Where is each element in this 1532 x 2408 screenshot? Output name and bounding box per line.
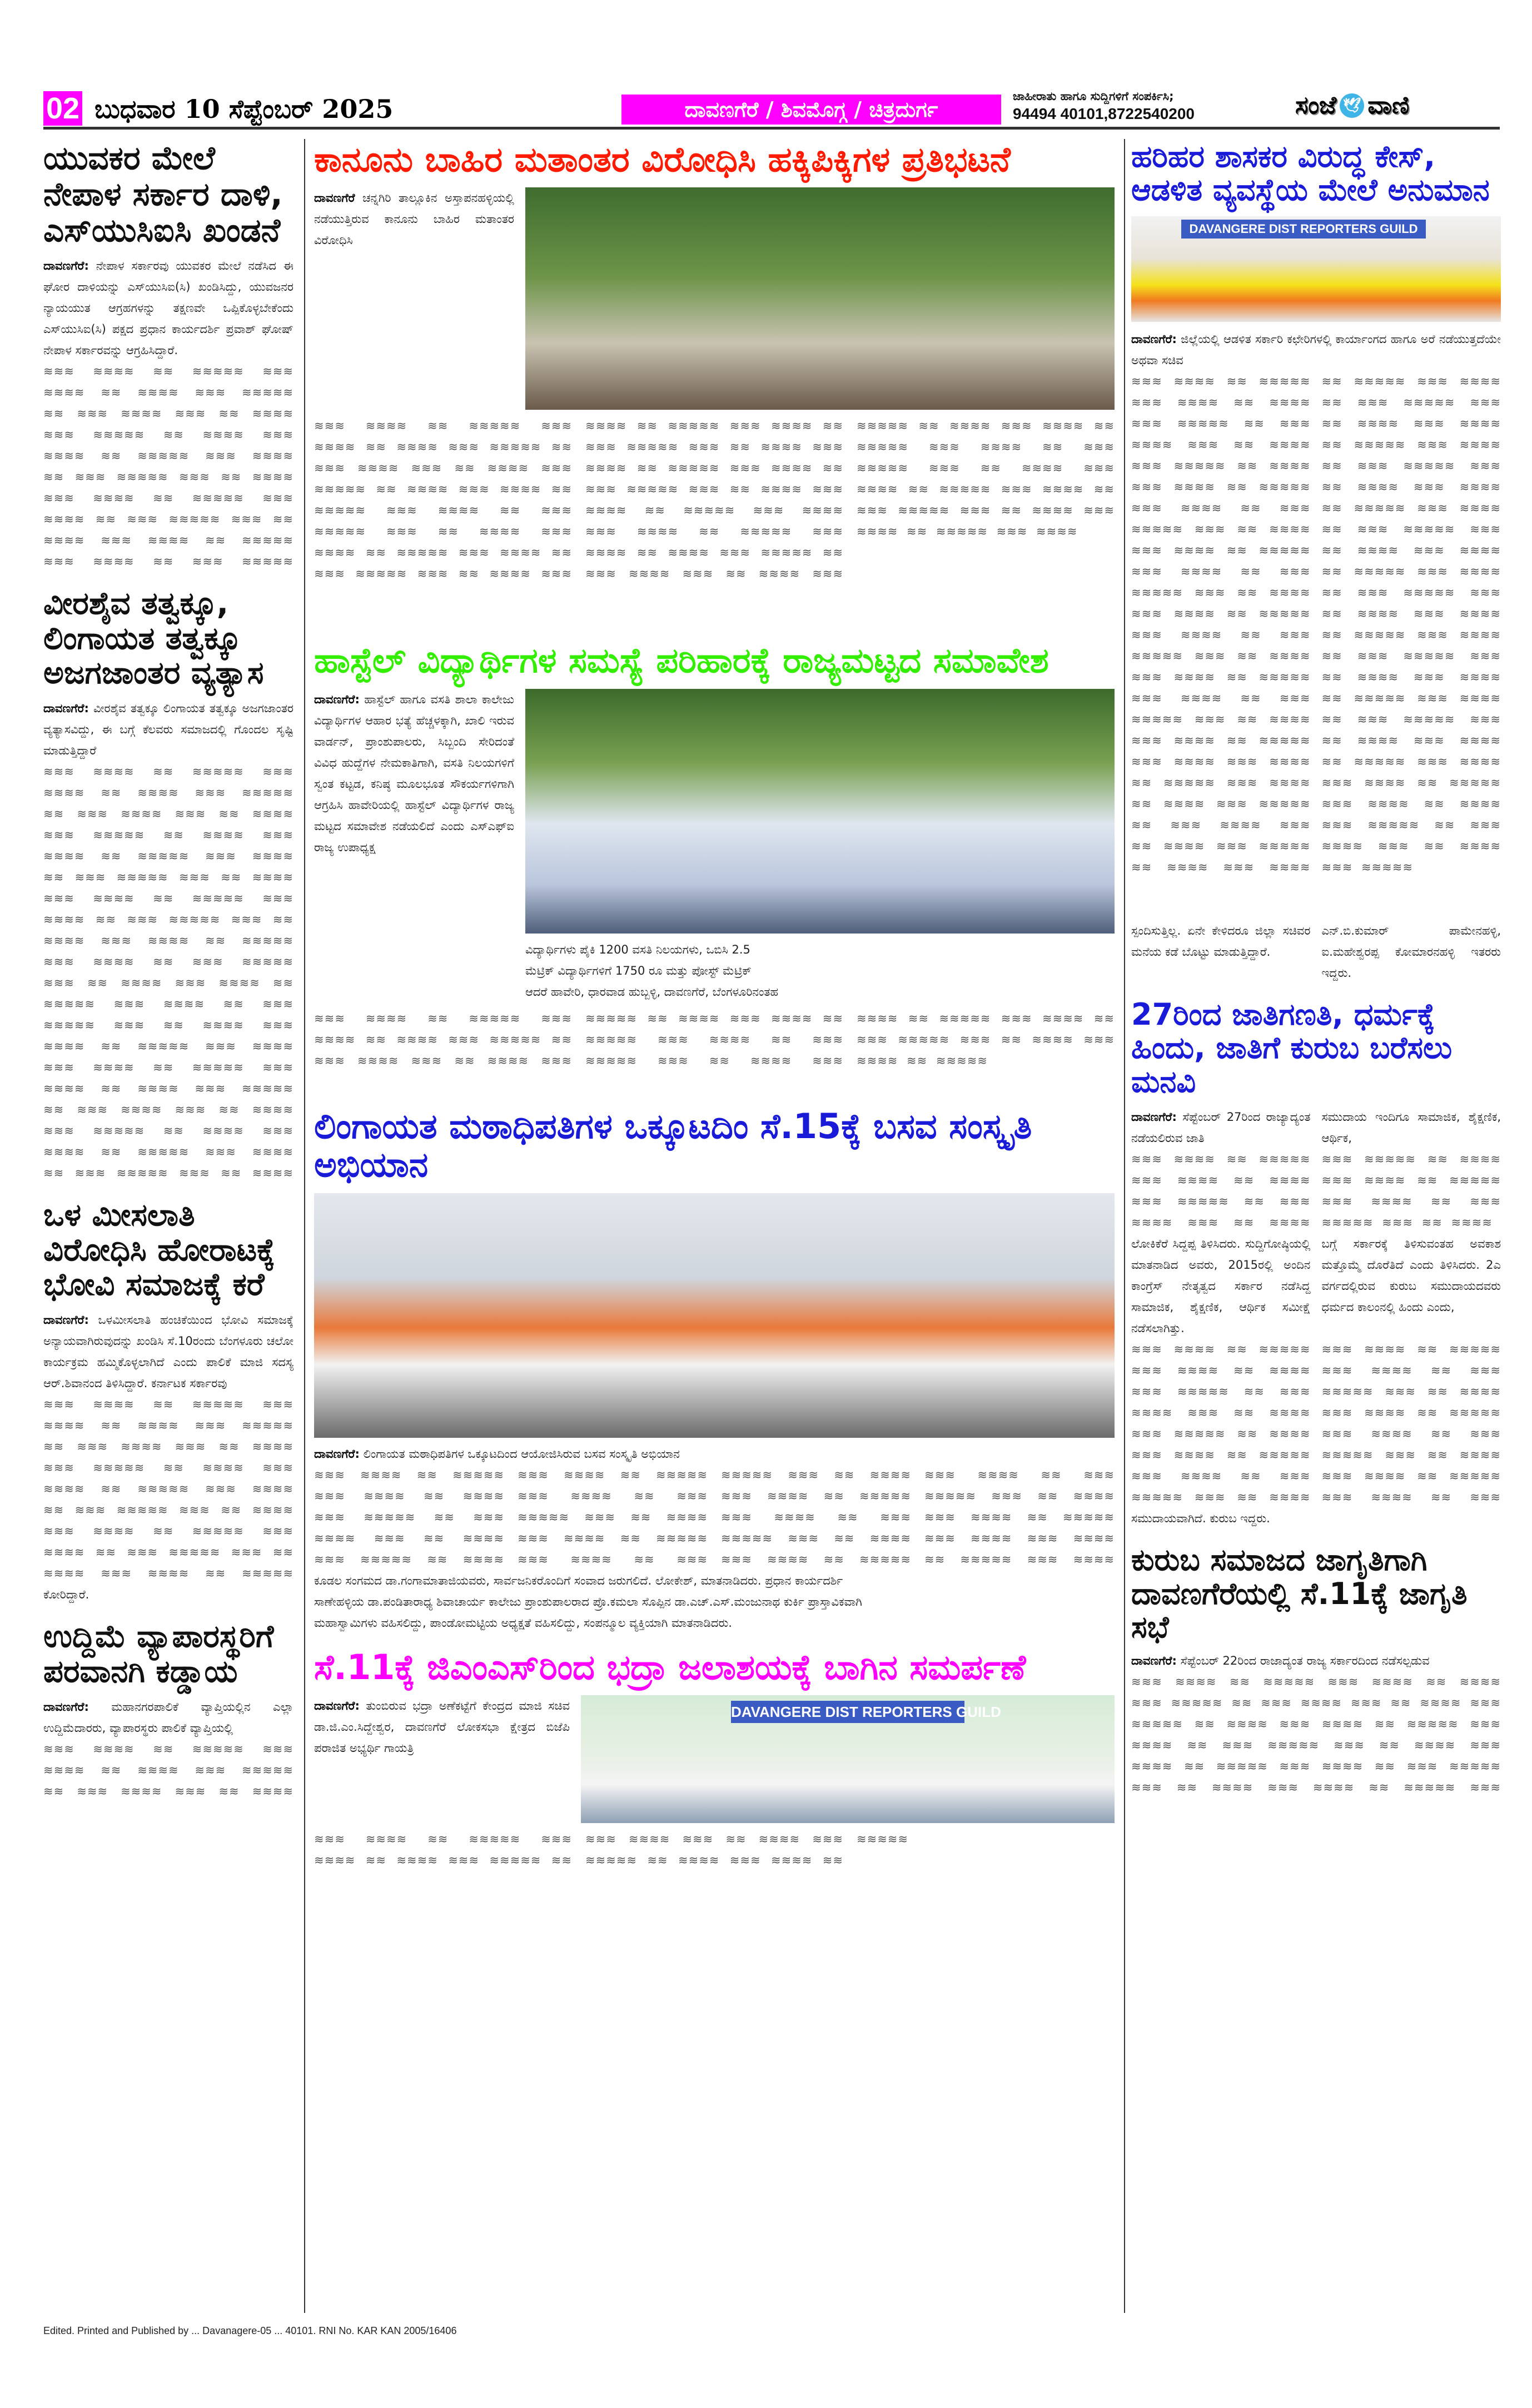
headline: ಹಾಸ್ಟೆಲ್ ವಿದ್ಯಾರ್ಥಿಗಳ ಸಮಸ್ಯೆ ಪರಿಹಾರಕ್ಕೆ ರಾಜ್ಯಮಟ್ಟದ ಸಮಾವೇಶ	[314, 640, 1049, 681]
students-photo	[525, 689, 1115, 934]
article-census	[1131, 998, 1501, 1529]
article-continued-text: ≋≋≋ ≋≋≋≋ ≋≋ ≋≋≋≋≋ ≋≋≋ ≋≋≋≋ ≋≋ ≋≋≋≋ ≋≋≋ ≋≋≋≋≋ ≋≋ ≋≋≋ ≋≋≋≋ ≋≋≋ ≋≋ ≋≋≋≋ ≋≋≋ ≋≋≋≋≋ ≋≋ ≋≋≋≋ ≋≋≋ ≋≋≋≋ ≋≋ ≋≋≋≋≋ ≋≋≋ ≋≋≋≋ ≋≋ ≋≋≋ ≋≋≋≋≋ ≋≋≋ ≋≋ ≋≋≋≋ ≋≋≋ ≋≋≋≋ ≋≋ ≋≋≋≋≋ ≋≋≋ ≋≋≋≋ ≋≋ ≋≋≋ ≋≋≋≋≋ ≋≋≋ ≋≋ ≋≋≋≋ ≋≋≋ ≋≋≋≋ ≋≋ ≋≋≋≋≋	[43, 1398, 294, 1581]
right-column	[1131, 140, 1501, 1798]
article-bhadra	[314, 1648, 1115, 1871]
headline: ಕಾನೂನು ಬಾಹಿರ ಮತಾಂತರ ವಿರೋಧಿಸಿ ಹಕ್ಕಿಪಿಕ್ಕಿಗಳ ಪ್ರತಿಭಟನೆ	[314, 139, 1011, 180]
dateline: ದಾವಣಗೆರೆ	[314, 191, 355, 205]
column-divider	[304, 139, 305, 2313]
press-meet-photo	[581, 1695, 1115, 1823]
dateline: ದಾವಣಗೆರೆ:	[1131, 1110, 1177, 1124]
logo-text-right: ವಾಣಿ	[1367, 91, 1410, 120]
article-continued-text: ≋≋≋ ≋≋≋≋ ≋≋ ≋≋≋≋≋ ≋≋≋ ≋≋≋≋ ≋≋ ≋≋≋≋ ≋≋≋ ≋≋≋≋≋ ≋≋ ≋≋≋ ≋≋≋≋ ≋≋≋ ≋≋ ≋≋≋≋ ≋≋≋ ≋≋≋≋≋ ≋≋ ≋≋≋≋ ≋≋≋ ≋≋≋≋ ≋≋ ≋≋≋≋≋ ≋≋≋ ≋≋≋≋ ≋≋ ≋≋≋ ≋≋≋≋≋ ≋≋≋ ≋≋ ≋≋≋≋ ≋≋≋ ≋≋≋≋ ≋≋ ≋≋≋≋≋ ≋≋≋ ≋≋≋≋ ≋≋ ≋≋≋ ≋≋≋≋≋ ≋≋≋ ≋≋ ≋≋≋≋ ≋≋≋ ≋≋≋≋ ≋≋ ≋≋≋≋≋ ≋≋≋ ≋≋≋≋ ≋≋ ≋≋≋ ≋≋≋≋≋	[43, 364, 294, 568]
press-meet-photo	[1131, 216, 1501, 322]
lead-text: ಜಿಲ್ಲೆಯಲ್ಲಿ ಆಡಳಿತ ಸರ್ಕಾರಿ ಕಛೇರಿಗಳಲ್ಲಿ ಕಾರ್ಯಾಂಗದ ಹಾಗೂ ಅರೆ ನಡೆಯುತ್ತದೆಯೇ ಅಥವಾ ಸಚಿವ	[1131, 332, 1501, 367]
closing-text: ಎನ್.ಬಿ.ಕುಮಾರ್ ಪಾಮೇನಹಳ್ಳಿ, ಐ.ಮಹೇಶ್ವರಪ್ಪ ಕೋಮಾರನಹಳ್ಳಿ ಇತರರು ಇದ್ದರು.	[1321, 924, 1501, 980]
lead-text: ಮಹಾನಗರಪಾಲಿಕೆ ವ್ಯಾಪ್ತಿಯಲ್ಲಿನ ಎಲ್ಲಾ ಉದ್ದಿಮೆದಾರರು, ವ್ಯಾಪಾರಸ್ಥರು ಪಾಲಿಕೆ ವ್ಯಾಪ್ತಿಯಲ್ಲಿ	[43, 1700, 294, 1735]
left-column	[43, 140, 294, 1802]
dateline: ದಾವಣಗೆರೆ:	[314, 1699, 360, 1713]
lead-text: ಚನ್ನಗಿರಿ ತಾಲ್ಲೂಕಿನ ಅಸ್ತಾಪನಹಳ್ಳಿಯಲ್ಲಿ ನಡೆಯುತ್ತಿರುವ ಕಾನೂನು ಬಾಹಿರ ಮತಾಂತರ ವಿರೋಧಿಸಿ	[314, 191, 514, 247]
stat-line: ಆದರೆ ಹಾವೇರಿ, ಧಾರವಾಡ ಹುಬ್ಬಳ್ಳಿ, ದಾವಣಗೆರೆ, ಬೆಂಗಳೂರಿನಂತಹ	[525, 985, 779, 999]
contact-label: ಜಾಹೀರಾತು ಹಾಗೂ ಸುದ್ದಿಗಳಿಗೆ ಸಂಪರ್ಕಿಸಿ;	[1013, 90, 1174, 103]
closing-text: ಸ್ಪಂದಿಸುತ್ತಿಲ್ಲ. ಏನೇ ಕೇಳಿದರೂ ಜಿಲ್ಲಾ ಸಚಿವರ ಮನೆಯ ಕಡೆ ಬೊಟ್ಟು ಮಾಡುತ್ತಿದ್ದಾರೆ.	[1131, 924, 1311, 959]
center-column	[314, 140, 1115, 1871]
article-hostel	[314, 641, 1115, 1092]
article-body	[314, 1695, 570, 1823]
stat-line: ಮೆಟ್ರಿಕ್ ವಿದ್ಯಾರ್ಥಿಗಳಿಗೆ 1750 ರೂ ಮತ್ತು ಪೋಸ್ಟ್ ಮೆಟ್ರಿಕ್	[525, 964, 752, 977]
lead-text-right: ಸಮುದಾಯ ಇಂದಿಗೂ ಸಾಮಾಜಿಕ, ಶೈಕ್ಷಣಿಕ, ಆರ್ಥಿಕ,	[1321, 1110, 1501, 1145]
article-basava	[314, 1107, 1115, 1634]
article-continued-text: ≋≋≋ ≋≋≋≋ ≋≋ ≋≋≋≋≋ ≋≋≋ ≋≋≋≋ ≋≋ ≋≋≋≋ ≋≋≋ ≋≋≋≋≋ ≋≋ ≋≋≋ ≋≋≋≋ ≋≋≋ ≋≋ ≋≋≋≋ ≋≋≋ ≋≋≋≋≋ ≋≋ ≋≋≋≋ ≋≋≋ ≋≋≋≋ ≋≋ ≋≋≋≋≋ ≋≋≋ ≋≋≋≋ ≋≋ ≋≋≋ ≋≋≋≋≋ ≋≋≋ ≋≋ ≋≋≋≋ ≋≋≋ ≋≋≋≋ ≋≋ ≋≋≋≋≋ ≋≋≋ ≋≋≋≋ ≋≋ ≋≋≋ ≋≋≋≋≋ ≋≋≋ ≋≋ ≋≋≋≋ ≋≋≋ ≋≋≋≋ ≋≋ ≋≋≋≋≋ ≋≋≋ ≋≋≋≋ ≋≋ ≋≋≋ ≋≋≋≋≋ ≋≋≋ ≋≋ ≋≋≋≋ ≋≋≋ ≋≋≋≋ ≋≋ ≋≋≋≋≋ ≋≋≋ ≋≋≋≋ ≋≋ ≋≋≋ ≋≋≋≋≋ ≋≋≋ ≋≋ ≋≋≋≋ ≋≋≋ ≋≋≋≋ ≋≋ ≋≋≋≋≋ ≋≋≋ ≋≋≋≋ ≋≋≋ ≋≋≋≋ ≋≋ ≋≋≋≋≋ ≋≋≋ ≋≋≋≋ ≋≋ ≋≋≋≋ ≋≋≋ ≋≋≋≋≋ ≋≋ ≋≋≋ ≋≋≋≋ ≋≋≋ ≋≋ ≋≋≋≋ ≋≋≋ ≋≋≋≋≋ ≋≋ ≋≋≋≋ ≋≋≋ ≋≋≋≋ ≋≋ ≋≋≋≋≋ ≋≋≋ ≋≋≋≋ ≋≋ ≋≋≋ ≋≋≋≋≋ ≋≋≋ ≋≋ ≋≋≋≋ ≋≋≋ ≋≋≋≋ ≋≋ ≋≋≋≋≋ ≋≋≋ ≋≋≋≋ ≋≋ ≋≋≋ ≋≋≋≋≋ ≋≋≋ ≋≋ ≋≋≋≋ ≋≋≋ ≋≋≋≋ ≋≋ ≋≋≋≋≋ ≋≋≋ ≋≋≋≋ ≋≋ ≋≋≋ ≋≋≋≋≋ ≋≋≋ ≋≋ ≋≋≋≋ ≋≋≋ ≋≋≋≋ ≋≋ ≋≋≋≋≋ ≋≋≋ ≋≋≋≋ ≋≋ ≋≋≋ ≋≋≋≋≋ ≋≋≋ ≋≋ ≋≋≋≋ ≋≋≋ ≋≋≋≋ ≋≋ ≋≋≋≋≋ ≋≋≋ ≋≋≋≋ ≋≋ ≋≋≋ ≋≋≋≋≋ ≋≋≋ ≋≋ ≋≋≋≋ ≋≋≋ ≋≋≋≋ ≋≋ ≋≋≋≋≋ ≋≋≋ ≋≋≋≋ ≋≋ ≋≋≋ ≋≋≋≋≋ ≋≋≋ ≋≋ ≋≋≋≋ ≋≋≋ ≋≋≋≋ ≋≋ ≋≋≋≋≋ ≋≋≋ ≋≋≋≋ ≋≋≋ ≋≋≋≋ ≋≋ ≋≋≋≋≋ ≋≋≋ ≋≋≋≋ ≋≋ ≋≋≋≋ ≋≋≋ ≋≋≋≋≋ ≋≋ ≋≋≋ ≋≋≋≋ ≋≋≋ ≋≋ ≋≋≋≋ ≋≋≋ ≋≋≋≋≋	[1131, 374, 1501, 874]
article-body	[314, 1443, 1115, 1464]
dove-icon: 🕊	[1340, 93, 1364, 118]
article-continued-text: ≋≋≋ ≋≋≋≋ ≋≋ ≋≋≋≋≋ ≋≋≋ ≋≋≋≋ ≋≋ ≋≋≋≋ ≋≋≋ ≋≋≋≋≋ ≋≋ ≋≋≋ ≋≋≋≋ ≋≋≋ ≋≋ ≋≋≋≋ ≋≋≋ ≋≋≋≋≋ ≋≋ ≋≋≋≋ ≋≋≋ ≋≋≋≋ ≋≋ ≋≋≋≋≋ ≋≋≋ ≋≋≋≋ ≋≋ ≋≋≋ ≋≋≋≋≋ ≋≋≋ ≋≋ ≋≋≋≋ ≋≋≋ ≋≋≋≋ ≋≋ ≋≋≋≋≋ ≋≋≋ ≋≋≋≋ ≋≋ ≋≋≋ ≋≋≋≋≋ ≋≋≋ ≋≋ ≋≋≋≋ ≋≋≋ ≋≋≋≋ ≋≋ ≋≋≋≋≋ ≋≋≋	[1131, 1675, 1501, 1794]
article-body	[43, 1309, 294, 1394]
article-harihara	[1131, 140, 1501, 984]
article-body	[1131, 1106, 1311, 1149]
rally-photo	[314, 1193, 1115, 1438]
newspaper-logo	[1295, 89, 1500, 122]
lead-text: ನೇಪಾಳ ಸರ್ಕಾರವು ಯುವಕರ ಮೇಲೆ ನಡೆಸಿದ ಈ ಘೋರ ದಾಳಿಯನ್ನು ಎಸ್‌ಯುಸಿಐ(ಸಿ) ಖಂಡಿಸಿದ್ದು, ಯುವಜನರ ನ್ಯಾಯಯುತ ಆಗ್ರಹಗಳನ್ನು ತಕ್ಷಣವೇ ಒಪ್ಪಿಕೊಳ್ಳಬೇಕೆಂದು ಎಸ್‌ಯುಸಿಐ(ಸಿ) ಪಕ್ಷದ ಪ್ರಧಾನ ಕಾರ್ಯದರ್ಶಿ ಪ್ರವಾಶ್ ಘೋಷ್ ನೇಪಾಳ ಸರ್ಕಾರವನ್ನು ಆಗ್ರಹಿಸಿದ್ದಾರೆ.	[43, 259, 294, 357]
dateline: ದಾವಣಗೆರೆ:	[314, 692, 360, 706]
article-nepal	[43, 140, 294, 572]
article-continued-text: ≋≋≋ ≋≋≋≋ ≋≋ ≋≋≋≋≋ ≋≋≋ ≋≋≋≋ ≋≋ ≋≋≋≋ ≋≋≋ ≋≋≋≋≋ ≋≋ ≋≋≋ ≋≋≋≋ ≋≋≋ ≋≋ ≋≋≋≋ ≋≋≋ ≋≋≋≋≋ ≋≋ ≋≋≋≋ ≋≋≋ ≋≋≋≋ ≋≋ ≋≋≋≋≋ ≋≋≋ ≋≋≋≋ ≋≋ ≋≋≋ ≋≋≋≋≋ ≋≋≋ ≋≋ ≋≋≋≋ ≋≋≋ ≋≋≋≋ ≋≋ ≋≋≋≋≋ ≋≋≋ ≋≋≋≋ ≋≋ ≋≋≋ ≋≋≋≋≋ ≋≋≋ ≋≋ ≋≋≋≋ ≋≋≋ ≋≋≋≋ ≋≋ ≋≋≋≋≋	[314, 1011, 1115, 1068]
headline: ಒಳ ಮೀಸಲಾತಿ ವಿರೋಧಿಸಿ ಹೋರಾಟಕ್ಕೆ ಭೋವಿ ಸಮಾಜಕ್ಕೆ ಕರೆ	[43, 1197, 275, 1303]
article-body	[314, 187, 514, 410]
headline: ಸೆ.11ಕ್ಕೆ ಜಿಎಂಎಸ್‌ರಿಂದ ಭದ್ರಾ ಜಲಾಶಯಕ್ಕೆ ಬಾಗಿನ ಸಮರ್ಪಣೆ	[314, 1646, 1026, 1687]
lead-text: ಸೆಪ್ಟೆಂಬರ್ 22ರಿಂದ ರಾಜಾದ್ಯಂತ ರಾಜ್ಯ ಸರ್ಕಾರದಿಂದ ನಡೆಸಲ್ಪಡುವ	[1180, 1654, 1430, 1667]
article-body	[43, 698, 294, 761]
article-continued-text: ≋≋≋ ≋≋≋≋ ≋≋ ≋≋≋≋≋ ≋≋≋ ≋≋≋≋ ≋≋ ≋≋≋≋ ≋≋≋ ≋≋≋≋≋ ≋≋ ≋≋≋ ≋≋≋≋ ≋≋≋ ≋≋ ≋≋≋≋ ≋≋≋ ≋≋≋≋≋ ≋≋ ≋≋≋≋ ≋≋≋ ≋≋≋≋ ≋≋ ≋≋≋≋≋	[314, 1833, 908, 1868]
article-continued-text: ≋≋≋ ≋≋≋≋ ≋≋ ≋≋≋≋≋ ≋≋≋ ≋≋≋≋ ≋≋ ≋≋≋≋ ≋≋≋ ≋≋≋≋≋ ≋≋ ≋≋≋ ≋≋≋≋ ≋≋≋ ≋≋ ≋≋≋≋ ≋≋≋ ≋≋≋≋≋ ≋≋ ≋≋≋≋ ≋≋≋ ≋≋≋≋ ≋≋ ≋≋≋≋≋ ≋≋≋ ≋≋≋≋ ≋≋ ≋≋≋ ≋≋≋≋≋ ≋≋≋ ≋≋ ≋≋≋≋ ≋≋≋ ≋≋≋≋ ≋≋ ≋≋≋≋≋ ≋≋≋ ≋≋≋≋ ≋≋ ≋≋≋ ≋≋≋≋≋ ≋≋≋ ≋≋ ≋≋≋≋ ≋≋≋ ≋≋≋≋ ≋≋ ≋≋≋≋≋ ≋≋≋ ≋≋≋≋ ≋≋ ≋≋≋ ≋≋≋≋≋ ≋≋≋ ≋≋ ≋≋≋≋ ≋≋≋ ≋≋≋≋ ≋≋ ≋≋≋≋≋ ≋≋≋ ≋≋≋≋ ≋≋ ≋≋≋ ≋≋≋≋≋ ≋≋≋ ≋≋ ≋≋≋≋ ≋≋≋ ≋≋≋≋ ≋≋ ≋≋≋≋≋ ≋≋≋ ≋≋≋≋ ≋≋≋ ≋≋≋≋ ≋≋ ≋≋≋≋≋ ≋≋≋ ≋≋≋≋ ≋≋ ≋≋≋≋ ≋≋≋ ≋≋≋≋≋ ≋≋ ≋≋≋ ≋≋≋≋ ≋≋≋ ≋≋ ≋≋≋≋ ≋≋≋ ≋≋≋≋≋ ≋≋ ≋≋≋≋ ≋≋≋ ≋≋≋≋ ≋≋ ≋≋≋≋≋ ≋≋≋ ≋≋≋≋ ≋≋ ≋≋≋ ≋≋≋≋≋ ≋≋≋ ≋≋ ≋≋≋≋	[43, 765, 294, 1180]
column-divider	[1124, 139, 1125, 2313]
dateline: ದಾವಣಗೆರೆ:	[314, 1447, 360, 1461]
headline: ವೀರಶೈವ ತತ್ವಕ್ಕೂ, ಲಿಂಗಾಯತ ತತ್ವಕ್ಕೂ ಅಜಗಜಾಂತರ ವ್ಯತ್ಯಾಸ	[43, 585, 264, 692]
dateline: ದಾವಣಗೆರೆ:	[43, 259, 89, 272]
article-body	[43, 1696, 294, 1739]
dateline: ದಾವಣಗೆರೆ:	[1131, 332, 1177, 346]
photo-banner: DAVANGERE DIST REPORTERS GUILD	[731, 1701, 964, 1723]
closing-text: ಕೂಡಲ ಸಂಗಮದ ಡಾ.ಗಂಗಾಮಾತಾಜಿಯವರು, ಸಾರ್ವಜನಿಕರೊಂದಿಗೆ ಸಂವಾದ ಜರುಗಲಿದೆ. ಲೋಕೇಶ್, ಮಾತನಾಡಿದರು. ಪ್ರಧಾನ ಕಾರ್ಯದರ್ಶಿ	[314, 1573, 843, 1587]
closing-text: ಮಹಾಸ್ವಾಮಿಗಳು ವಹಿಸಲಿದ್ದು, ಪಾಂಡೋಮಟ್ಟಿಯ ಅಧ್ಯಕ್ಷತೆ ವಹಿಸಲಿದ್ದು, ಸಂಪನ್ಮೂಲ ವ್ಯಕ್ತಿಯಾಗಿ ಮಾತನಾಡಿದರು.	[314, 1616, 732, 1630]
closing-text: ಕೋರಿದ್ದಾರೆ.	[43, 1588, 89, 1602]
photo-banner: DAVANGERE DIST REPORTERS GUILD	[1181, 220, 1426, 239]
dateline: ದಾವಣಗೆರೆ:	[43, 1313, 89, 1327]
article-continued-text: ≋≋≋ ≋≋≋≋ ≋≋ ≋≋≋≋≋ ≋≋≋ ≋≋≋≋ ≋≋ ≋≋≋≋ ≋≋≋ ≋≋≋≋≋ ≋≋ ≋≋≋ ≋≋≋≋ ≋≋≋ ≋≋ ≋≋≋≋	[43, 1742, 294, 1798]
mid-text-left: ಲೋಕಿಕೆರೆ ಸಿದ್ದಪ್ಪ ತಿಳಿಸಿದರು. ಸುದ್ದಿಗೋಷ್ಠಿಯಲ್ಲಿ ಮಾತನಾಡಿದ ಅವರು, 2015ರಲ್ಲಿ ಅಂದಿನ ಕಾಂಗ್ರೆಸ್ ನೇತೃತ್ವದ ಸರ್ಕಾರ ನಡೆಸಿದ್ದ ಸಾಮಾಜಿಕ, ಶೈಕ್ಷಣಿಕ, ಆರ್ಥಿಕ ಸಮೀಕ್ಷೆ ನಡೆಸಲಾಗಿತ್ತು.	[1131, 1237, 1311, 1335]
imprint-line: Edited. Printed and Published by ... Davanagere-05 ... 40101. RNI No. KAR KAN 2005/16406	[43, 2325, 457, 2336]
page-number: 02	[43, 91, 82, 126]
article-continued-text: ≋≋≋ ≋≋≋≋ ≋≋ ≋≋≋≋≋ ≋≋≋ ≋≋≋≋ ≋≋ ≋≋≋≋ ≋≋≋ ≋≋≋≋≋ ≋≋ ≋≋≋ ≋≋≋≋ ≋≋≋ ≋≋ ≋≋≋≋ ≋≋≋ ≋≋≋≋≋ ≋≋ ≋≋≋≋ ≋≋≋ ≋≋≋≋ ≋≋ ≋≋≋≋≋ ≋≋≋ ≋≋≋≋ ≋≋ ≋≋≋ ≋≋≋≋≋ ≋≋≋ ≋≋ ≋≋≋≋ ≋≋≋ ≋≋≋≋ ≋≋ ≋≋≋≋≋ ≋≋≋ ≋≋≋≋ ≋≋ ≋≋≋ ≋≋≋≋≋ ≋≋≋ ≋≋ ≋≋≋≋ ≋≋≋ ≋≋≋≋ ≋≋ ≋≋≋≋≋ ≋≋≋ ≋≋≋≋ ≋≋ ≋≋≋ ≋≋≋≋≋ ≋≋≋ ≋≋ ≋≋≋≋ ≋≋≋ ≋≋≋≋ ≋≋ ≋≋≋≋≋ ≋≋≋ ≋≋≋≋ ≋≋ ≋≋≋ ≋≋≋≋≋ ≋≋≋ ≋≋ ≋≋≋≋ ≋≋≋ ≋≋≋≋ ≋≋ ≋≋≋≋≋ ≋≋≋ ≋≋≋≋ ≋≋≋ ≋≋≋≋ ≋≋ ≋≋≋≋≋ ≋≋≋ ≋≋≋≋	[314, 1468, 1115, 1566]
article-continued-text: ≋≋≋ ≋≋≋≋ ≋≋ ≋≋≋≋≋ ≋≋≋ ≋≋≋≋ ≋≋ ≋≋≋≋ ≋≋≋ ≋≋≋≋≋ ≋≋ ≋≋≋ ≋≋≋≋ ≋≋≋ ≋≋ ≋≋≋≋ ≋≋≋ ≋≋≋≋≋ ≋≋ ≋≋≋≋ ≋≋≋ ≋≋≋≋ ≋≋ ≋≋≋≋≋ ≋≋≋ ≋≋≋≋ ≋≋ ≋≋≋ ≋≋≋≋≋ ≋≋≋ ≋≋ ≋≋≋≋ ≋≋≋ ≋≋≋≋ ≋≋ ≋≋≋≋≋ ≋≋≋ ≋≋≋≋ ≋≋ ≋≋≋ ≋≋≋≋≋ ≋≋≋ ≋≋ ≋≋≋≋ ≋≋≋ ≋≋≋≋ ≋≋ ≋≋≋≋≋ ≋≋≋ ≋≋≋≋ ≋≋ ≋≋≋ ≋≋≋≋≋ ≋≋≋ ≋≋ ≋≋≋≋ ≋≋≋ ≋≋≋≋ ≋≋ ≋≋≋≋≋ ≋≋≋ ≋≋≋≋ ≋≋ ≋≋≋ ≋≋≋≋≋ ≋≋≋ ≋≋ ≋≋≋≋ ≋≋≋ ≋≋≋≋ ≋≋ ≋≋≋≋≋ ≋≋≋ ≋≋≋≋ ≋≋≋ ≋≋≋≋ ≋≋ ≋≋≋≋≋ ≋≋≋ ≋≋≋≋ ≋≋ ≋≋≋≋ ≋≋≋ ≋≋≋≋≋ ≋≋ ≋≋≋ ≋≋≋≋ ≋≋≋ ≋≋ ≋≋≋≋ ≋≋≋ ≋≋≋≋≋ ≋≋ ≋≋≋≋ ≋≋≋ ≋≋≋≋ ≋≋ ≋≋≋≋≋ ≋≋≋ ≋≋≋≋ ≋≋ ≋≋≋ ≋≋≋≋≋ ≋≋≋ ≋≋ ≋≋≋≋ ≋≋≋ ≋≋≋≋ ≋≋ ≋≋≋≋≋ ≋≋≋ ≋≋≋≋ ≋≋ ≋≋≋ ≋≋≋≋≋ ≋≋≋ ≋≋ ≋≋≋≋ ≋≋≋ ≋≋≋≋ ≋≋ ≋≋≋≋≋ ≋≋≋ ≋≋≋≋	[314, 419, 1115, 581]
headline: 27ರಿಂದ ಜಾತಿಗಣತಿ, ಧರ್ಮಕ್ಕೆ ಹಿಂದು, ಜಾತಿಗೆ ಕುರುಬ ಬರೆಸಲು ಮನವಿ	[1131, 996, 1453, 1099]
headline: ಹರಿಹರ ಶಾಸಕರ ವಿರುದ್ಧ ಕೇಸ್, ಆಡಳಿತ ವ್ಯವಸ್ಥೆಯ ಮೇಲೆ ಅನುಮಾನ	[1131, 139, 1490, 208]
edition-regions-banner: ದಾವಣಗೆರೆ / ಶಿವಮೊಗ್ಗ / ಚಿತ್ರದುರ್ಗ	[621, 95, 1001, 125]
article-body	[43, 255, 294, 361]
headline: ಯುವಕರ ಮೇಲೆ ನೇಪಾಳ ಸರ್ಕಾರ ದಾಳಿ, ಎಸ್‌ಯುಸಿಐಸಿ ಖಂಡನೆ	[43, 139, 283, 249]
lead-text: ಹಾಸ್ಟೆಲ್ ಹಾಗೂ ವಸತಿ ಶಾಲಾ ಕಾಲೇಜು ವಿದ್ಯಾರ್ಥಿಗಳ ಆಹಾರ ಭತ್ಯೆ ಹೆಚ್ಚಳಕ್ಕಾಗಿ, ಖಾಲಿ ಇರುವ ವಾರ್ಡನ್, ಪ್ರಾಂಶುಪಾಲರು, ಸಿಬ್ಬಂದಿ ಸೇರಿದಂತೆ ವಿವಿಧ ಹುದ್ದೆಗಳ ನೇಮಕಾತಿಗಾಗಿ, ವಸತಿ ನಿಲಯಗಳಿಗೆ ಸ್ವಂತ ಕಟ್ಟಡ, ಕನಿಷ್ಠ ಮೂಲಭೂತ ಸೌಕರ್ಯಗಳಿಗಾಗಿ ಆಗ್ರಹಿಸಿ ಹಾವೇರಿಯಲ್ಲಿ ಹಾಸ್ಟೆಲ್ ವಿದ್ಯಾರ್ಥಿಗಳ ರಾಜ್ಯ ಮಟ್ಟದ ಸಮಾವೇಶ ನಡೆಯಲಿದೆ ಎಂದು ಎಸ್‌ಎಫ್‌ಐ ರಾಜ್ಯ ಉಪಾಧ್ಯಕ್ಷ	[314, 692, 514, 854]
masthead-rule	[43, 127, 1500, 130]
article-kuruba	[1131, 1543, 1501, 1798]
article-continued-text: ≋≋≋ ≋≋≋≋ ≋≋ ≋≋≋≋≋ ≋≋≋ ≋≋≋≋ ≋≋ ≋≋≋≋ ≋≋≋ ≋≋≋≋≋ ≋≋ ≋≋≋ ≋≋≋≋ ≋≋≋ ≋≋ ≋≋≋≋ ≋≋≋ ≋≋≋≋≋ ≋≋ ≋≋≋≋ ≋≋≋ ≋≋≋≋ ≋≋ ≋≋≋≋≋ ≋≋≋ ≋≋≋≋ ≋≋ ≋≋≋ ≋≋≋≋≋ ≋≋≋ ≋≋ ≋≋≋≋	[1131, 1153, 1501, 1230]
article-traders	[43, 1620, 294, 1801]
dateline: ದಾವಣಗೆರೆ:	[43, 702, 89, 716]
issue-date: ಬುಧವಾರ 10 ಸೆಪ್ಟೆಂಬರ್ 2025	[94, 94, 394, 124]
logo-text-left: ಸಂಜೆ	[1295, 91, 1337, 120]
article-continued-text: ≋≋≋ ≋≋≋≋ ≋≋ ≋≋≋≋≋ ≋≋≋ ≋≋≋≋ ≋≋ ≋≋≋≋ ≋≋≋ ≋≋≋≋≋ ≋≋ ≋≋≋ ≋≋≋≋ ≋≋≋ ≋≋ ≋≋≋≋ ≋≋≋ ≋≋≋≋≋ ≋≋ ≋≋≋≋ ≋≋≋ ≋≋≋≋ ≋≋ ≋≋≋≋≋ ≋≋≋ ≋≋≋≋ ≋≋ ≋≋≋ ≋≋≋≋≋ ≋≋≋ ≋≋ ≋≋≋≋ ≋≋≋ ≋≋≋≋ ≋≋ ≋≋≋≋≋ ≋≋≋ ≋≋≋≋ ≋≋ ≋≋≋ ≋≋≋≋≋ ≋≋≋ ≋≋ ≋≋≋≋ ≋≋≋ ≋≋≋≋ ≋≋ ≋≋≋≋≋ ≋≋≋ ≋≋≋≋ ≋≋ ≋≋≋ ≋≋≋≋≋ ≋≋≋ ≋≋ ≋≋≋≋ ≋≋≋ ≋≋≋≋ ≋≋ ≋≋≋≋≋ ≋≋≋ ≋≋≋≋ ≋≋ ≋≋≋	[1131, 1343, 1501, 1505]
article-veerashaiva	[43, 587, 294, 1184]
closing-text: ಸಮುದಾಯವಾಗಿದೆ. ಕುರುಬ ಇದ್ದರು.	[1131, 1512, 1270, 1526]
contact-block	[1013, 88, 1280, 123]
dateline: ದಾವಣಗೆರೆ:	[43, 1700, 89, 1714]
closing-text: ಸಾಣೇಹಳ್ಳಿಯ ಡಾ.ಪಂಡಿತಾರಾಧ್ಯ ಶಿವಾಚಾರ್ಯ ಕಾಲೇಜು ಪ್ರಾಂಶುಪಾಲರಾದ ಪ್ರೊ.ಕಮಲಾ ಸೊಪ್ಪಿನ ಡಾ.ಎಚ್.ಎಸ್.ಮಂಜುನಾಥ ಕುರ್ಕಿ ಪ್ರಾಸ್ತಾವಿಕವಾಗಿ	[314, 1595, 862, 1608]
article-conversion	[314, 140, 1115, 627]
contact-phones: 94494 40101,8722540200	[1013, 105, 1195, 122]
article-body	[1131, 329, 1501, 371]
lead-text: ಸೆಪ್ಟೆಂಬರ್ 27ರಿಂದ ರಾಜ್ಯಾದ್ಯಂತ ನಡೆಯಲಿರುವ ಜಾತಿ	[1131, 1110, 1311, 1145]
mid-text-right: ಬಗ್ಗೆ ಸರ್ಕಾರಕ್ಕೆ ತಿಳಿಸುವಂತಹ ಅವಕಾಶ ಮತ್ತೊಮ್ಮೆ ದೊರೆತಿದೆ ಎಂದು ತಿಳಿಸಿದರು. 2ಎ ವರ್ಗದಲ್ಲಿರುವ ಕುರುಬ ಸಮುದಾಯದವರು ಧರ್ಮದ ಕಾಲಂನಲ್ಲಿ ಹಿಂದು ಎಂದು,	[1321, 1237, 1501, 1314]
article-body	[1131, 1650, 1501, 1671]
protest-photo	[525, 187, 1115, 410]
headline: ಕುರುಬ ಸಮಾಜದ ಜಾಗೃತಿಗಾಗಿ ದಾವಣಗೆರೆಯಲ್ಲಿ ಸೆ.11ಕ್ಕೆ ಜಾಗೃತಿ ಸಭೆ	[1131, 1542, 1468, 1645]
stat-line: ವಿದ್ಯಾರ್ಥಿಗಳು ಪೈಕಿ 1200 ವಸತಿ ನಿಲಯಗಳು, ಒಬಿಸಿ 2.5	[525, 942, 750, 956]
lead-text: ಲಿಂಗಾಯತ ಮಠಾಧಿಪತಿಗಳ ಒಕ್ಕೂಟದಿಂದ ಆಯೋಜಿಸಿರುವ ಬಸವ ಸಂಸ್ಕೃತಿ ಅಭಿಯಾನ	[363, 1447, 680, 1461]
article-bhovi	[43, 1198, 294, 1605]
headline: ಉದ್ದಿಮೆ ವ್ಯಾಪಾರಸ್ಥರಿಗೆ ಪರವಾನಗಿ ಕಡ್ಡಾಯ	[43, 1618, 274, 1690]
lead-text: ವೀರಶೈವ ತತ್ವಕ್ಕೂ ಲಿಂಗಾಯತ ತತ್ವಕ್ಕೂ ಅಜಗಜಾಂತರ ವ್ಯತ್ಯಾಸವಿದ್ದು, ಈ ಬಗ್ಗೆ ಕೆಲವರು ಸಮಾಜದಲ್ಲಿ ಗೊಂದಲ ಸೃಷ್ಟಿ ಮಾಡುತ್ತಿದ್ದಾರೆ	[43, 702, 294, 758]
lead-text: ಒಳಮೀಸಲಾತಿ ಹಂಚಿಕೆಯಿಂದ ಭೋವಿ ಸಮಾಜಕ್ಕೆ ಅನ್ಯಾಯವಾಗಿರುವುದನ್ನು ಖಂಡಿಸಿ ಸೆ.10ರಂದು ಬೆಂಗಳೂರು ಚಲೋ ಕಾರ್ಯಕ್ರಮ ಹಮ್ಮಿಕೊಳ್ಳಲಾಗಿದೆ ಎಂದು ಪಾಲಿಕೆ ಮಾಜಿ ಸದಸ್ಯ ಆರ್.ಶಿವಾನಂದ ತಿಳಿಸಿದ್ದಾರೆ. ಕರ್ನಾಟಕ ಸರ್ಕಾರವು	[43, 1313, 294, 1391]
lead-text: ತುಂಬಿರುವ ಭದ್ರಾ ಅಣೆಕಟ್ಟೆಗೆ ಕೇಂದ್ರದ ಮಾಜಿ ಸಚಿವ ಡಾ.ಜಿ.ಎಂ.ಸಿದ್ದೇಶ್ವರ, ದಾವಣಗೆರೆ ಲೋಕಸಭಾ ಕ್ಷೇತ್ರದ ಬಿಜೆಪಿ ಪರಾಜಿತ ಅಭ್ಯರ್ಥಿ ಗಾಯತ್ರಿ	[314, 1699, 570, 1755]
headline: ಲಿಂಗಾಯತ ಮಠಾಧಿಪತಿಗಳ ಒಕ್ಕೂಟದಿಂ ಸೆ.15ಕ್ಕೆ ಬಸವ ಸಂಸ್ಕೃತಿ ಅಭಿಯಾನ	[314, 1105, 1032, 1185]
article-body	[314, 689, 514, 1002]
dateline: ದಾವಣಗೆರೆ:	[1131, 1654, 1177, 1667]
